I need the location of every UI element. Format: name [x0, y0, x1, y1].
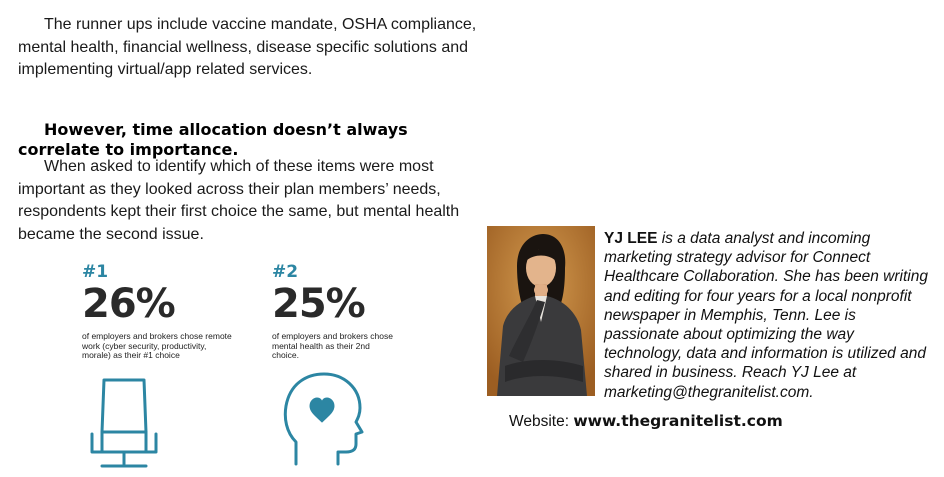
- stat-card-2: [272, 262, 442, 361]
- author-name: YJ LEE: [604, 230, 658, 247]
- office-chair-icon: [88, 376, 160, 475]
- author-bio-text: is a data analyst and incoming marketing strategy advisor for Connect Healthcare Collaboration. She has been writing and editing for four years for a local nonprofit newspaper in Memphis, Tenn. Lee is passionate about optimizing the way technology, data and information is utilized and shared in business. Reach YJ Lee at marketing@thegranitelist.com.: [604, 230, 928, 401]
- stat-caption-2: of employers and brokers chose mental health as their 2nd choice.: [272, 331, 393, 360]
- stat-percent-2: 25%: [272, 281, 365, 327]
- stat-rank-1: #1: [82, 262, 109, 282]
- stat-rank-2: #2: [272, 262, 299, 282]
- article-column-2: [18, 156, 478, 246]
- paragraph-runner-ups: The runner ups include vaccine mandate, OSHA compliance, mental health, financial wellness, disease specific solutions and implementing virtual/app related services.: [18, 16, 477, 78]
- website-label: Website:: [509, 413, 570, 430]
- stat-caption-1: of employers and brokers chose remote work (cyber security, productivity, morale) as their #1 choice: [82, 331, 232, 360]
- section-heading: However, time allocation doesn’t always correlate to importance.: [18, 120, 408, 159]
- head-heart-icon: [282, 370, 364, 473]
- stat-card-1: [82, 262, 252, 361]
- author-photo: [487, 226, 595, 396]
- stat-percent-1: 26%: [82, 281, 175, 327]
- paragraph-importance: When asked to identify which of these items were most important as they looked across their plan members’ needs, respondents kept their first choice the same, but mental health became the second issue.: [18, 158, 460, 243]
- website-line: [509, 412, 783, 431]
- article-column: [18, 14, 478, 82]
- author-bio: [604, 229, 934, 402]
- website-link[interactable]: www.thegranitelist.com: [573, 412, 783, 430]
